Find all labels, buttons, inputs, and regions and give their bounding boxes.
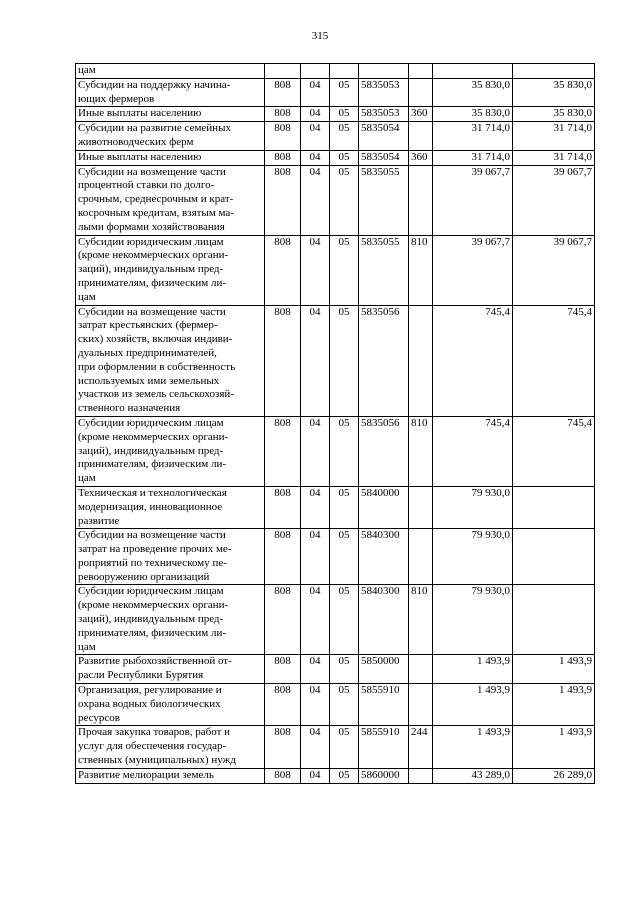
table-row (76, 585, 595, 655)
row-name-cell: Субсидии на поддержку начина- ющих фермеров (76, 78, 265, 107)
expense-type-cell (409, 78, 433, 107)
expense-type-cell (409, 684, 433, 726)
subsection-code-cell (330, 64, 359, 79)
row-name-cell: Развитие рыбохозяйственной от- расли Республики Бурятия (76, 655, 265, 684)
expense-type-cell: 360 (409, 150, 433, 165)
amount-cell-1: 39 067,7 (433, 165, 513, 235)
row-name-cell: Иные выплаты населению (76, 150, 265, 165)
expense-type-cell (409, 655, 433, 684)
row-name-cell: Прочая закупка товаров, работ и услуг для обеспечения государ- ственных (муниципальных) нужд (76, 726, 265, 768)
subsection-code-cell: 05 (330, 235, 359, 305)
subsection-code-cell: 05 (330, 305, 359, 416)
expense-type-cell (409, 64, 433, 79)
table-row (76, 64, 595, 79)
table-row (76, 726, 595, 768)
expense-type-cell (409, 529, 433, 585)
amount-cell-2: 39 067,7 (513, 235, 595, 305)
row-name-cell: Организация, регулирование и охрана водных биологических ресурсов (76, 684, 265, 726)
section-code-cell: 04 (301, 78, 330, 107)
row-name-cell: Субсидии юридическим лицам (кроме некоммерческих органи- заций), индивидуальным пред- принимателям, физическим ли- цам (76, 585, 265, 655)
amount-cell-1: 79 930,0 (433, 529, 513, 585)
amount-cell-2: 1 493,9 (513, 655, 595, 684)
table-row (76, 235, 595, 305)
target-article-cell: 5855910 (359, 684, 409, 726)
ministry-code-cell: 808 (265, 416, 301, 486)
target-article-cell: 5835056 (359, 416, 409, 486)
row-name-cell: Субсидии юридическим лицам (кроме некоммерческих органи- заций), индивидуальным пред- принимателям, физическим ли- цам (76, 416, 265, 486)
subsection-code-cell: 05 (330, 655, 359, 684)
table-row (76, 122, 595, 151)
amount-cell-1: 43 289,0 (433, 768, 513, 783)
target-article-cell: 5835054 (359, 122, 409, 151)
amount-cell-2: 1 493,9 (513, 684, 595, 726)
section-code-cell: 04 (301, 165, 330, 235)
row-name-cell: цам (76, 64, 265, 79)
target-article-cell: 5835055 (359, 235, 409, 305)
amount-cell-1 (433, 64, 513, 79)
amount-cell-1: 79 930,0 (433, 585, 513, 655)
ministry-code-cell: 808 (265, 768, 301, 783)
row-name-cell: Субсидии на возмещение части затрат на проведение прочих ме- роприятий по техническому пе- ревооружению организаций (76, 529, 265, 585)
table-row (76, 165, 595, 235)
target-article-cell: 5835054 (359, 150, 409, 165)
expense-type-cell: 810 (409, 235, 433, 305)
expense-type-cell: 360 (409, 107, 433, 122)
target-article-cell: 5835053 (359, 107, 409, 122)
table-row (76, 486, 595, 528)
amount-cell-1: 35 830,0 (433, 107, 513, 122)
amount-cell-2: 1 493,9 (513, 726, 595, 768)
table-row (76, 655, 595, 684)
target-article-cell: 5840000 (359, 486, 409, 528)
section-code-cell: 04 (301, 726, 330, 768)
section-code-cell: 04 (301, 684, 330, 726)
table-row (76, 78, 595, 107)
expense-type-cell (409, 165, 433, 235)
target-article-cell (359, 64, 409, 79)
subsection-code-cell: 05 (330, 416, 359, 486)
subsection-code-cell: 05 (330, 684, 359, 726)
section-code-cell: 04 (301, 107, 330, 122)
budget-table (75, 63, 595, 784)
amount-cell-1: 31 714,0 (433, 150, 513, 165)
ministry-code-cell: 808 (265, 585, 301, 655)
subsection-code-cell: 05 (330, 107, 359, 122)
ministry-code-cell: 808 (265, 235, 301, 305)
amount-cell-2 (513, 486, 595, 528)
ministry-code-cell: 808 (265, 107, 301, 122)
amount-cell-2: 745,4 (513, 305, 595, 416)
amount-cell-1: 79 930,0 (433, 486, 513, 528)
amount-cell-2 (513, 64, 595, 79)
ministry-code-cell: 808 (265, 655, 301, 684)
table-row (76, 529, 595, 585)
amount-cell-1: 39 067,7 (433, 235, 513, 305)
table-row (76, 684, 595, 726)
table-row (76, 768, 595, 783)
target-article-cell: 5860000 (359, 768, 409, 783)
amount-cell-2: 35 830,0 (513, 78, 595, 107)
expense-type-cell (409, 768, 433, 783)
section-code-cell: 04 (301, 655, 330, 684)
row-name-cell: Субсидии на развитие семейных животноводческих ферм (76, 122, 265, 151)
amount-cell-2: 35 830,0 (513, 107, 595, 122)
amount-cell-2: 39 067,7 (513, 165, 595, 235)
table-row (76, 416, 595, 486)
table-body (76, 64, 595, 784)
table-row (76, 305, 595, 416)
section-code-cell: 04 (301, 529, 330, 585)
row-name-cell: Субсидии на возмещение части затрат крестьянских (фермер- ских) хозяйств, включая индиви- дуальных предпринимателей, при оформлении в собственность используемых ими земельных участков из земель сельскохозяй- ственного назначения (76, 305, 265, 416)
amount-cell-1: 745,4 (433, 305, 513, 416)
ministry-code-cell: 808 (265, 150, 301, 165)
subsection-code-cell: 05 (330, 165, 359, 235)
row-name-cell: Субсидии юридическим лицам (кроме некоммерческих органи- заций), индивидуальным пред- принимателям, физическим ли- цам (76, 235, 265, 305)
section-code-cell: 04 (301, 768, 330, 783)
target-article-cell: 5835055 (359, 165, 409, 235)
section-code-cell: 04 (301, 150, 330, 165)
row-name-cell: Техническая и технологическая модернизация, инновационное развитие (76, 486, 265, 528)
subsection-code-cell: 05 (330, 150, 359, 165)
subsection-code-cell: 05 (330, 122, 359, 151)
amount-cell-1: 745,4 (433, 416, 513, 486)
ministry-code-cell: 808 (265, 684, 301, 726)
subsection-code-cell: 05 (330, 585, 359, 655)
section-code-cell: 04 (301, 235, 330, 305)
target-article-cell: 5850000 (359, 655, 409, 684)
page-number: 315 (311, 30, 329, 42)
amount-cell-2 (513, 529, 595, 585)
target-article-cell: 5835056 (359, 305, 409, 416)
section-code-cell: 04 (301, 585, 330, 655)
amount-cell-1: 35 830,0 (433, 78, 513, 107)
expense-type-cell: 244 (409, 726, 433, 768)
amount-cell-2 (513, 585, 595, 655)
amount-cell-1: 1 493,9 (433, 726, 513, 768)
table-row (76, 107, 595, 122)
ministry-code-cell: 808 (265, 726, 301, 768)
target-article-cell: 5840300 (359, 529, 409, 585)
row-name-cell: Иные выплаты населению (76, 107, 265, 122)
ministry-code-cell: 808 (265, 305, 301, 416)
expense-type-cell (409, 305, 433, 416)
amount-cell-1: 1 493,9 (433, 655, 513, 684)
expense-type-cell (409, 486, 433, 528)
ministry-code-cell: 808 (265, 486, 301, 528)
amount-cell-2: 31 714,0 (513, 150, 595, 165)
amount-cell-2: 31 714,0 (513, 122, 595, 151)
section-code-cell (301, 64, 330, 79)
section-code-cell: 04 (301, 122, 330, 151)
ministry-code-cell: 808 (265, 122, 301, 151)
section-code-cell: 04 (301, 416, 330, 486)
expense-type-cell (409, 122, 433, 151)
amount-cell-1: 1 493,9 (433, 684, 513, 726)
target-article-cell: 5855910 (359, 726, 409, 768)
row-name-cell: Субсидии на возмещение части процентной ставки по долго- срочным, среднесрочным и крат- косрочным кредитам, взятым ма- лыми формами хозяйствования (76, 165, 265, 235)
ministry-code-cell: 808 (265, 165, 301, 235)
section-code-cell: 04 (301, 305, 330, 416)
expense-type-cell: 810 (409, 585, 433, 655)
subsection-code-cell: 05 (330, 78, 359, 107)
subsection-code-cell: 05 (330, 726, 359, 768)
section-code-cell: 04 (301, 486, 330, 528)
ministry-code-cell: 808 (265, 529, 301, 585)
subsection-code-cell: 05 (330, 529, 359, 585)
target-article-cell: 5835053 (359, 78, 409, 107)
target-article-cell: 5840300 (359, 585, 409, 655)
expense-type-cell: 810 (409, 416, 433, 486)
amount-cell-1: 31 714,0 (433, 122, 513, 151)
subsection-code-cell: 05 (330, 768, 359, 783)
subsection-code-cell: 05 (330, 486, 359, 528)
ministry-code-cell: 808 (265, 78, 301, 107)
amount-cell-2: 26 289,0 (513, 768, 595, 783)
amount-cell-2: 745,4 (513, 416, 595, 486)
row-name-cell: Развитие мелиорации земель (76, 768, 265, 783)
ministry-code-cell (265, 64, 301, 79)
table-row (76, 150, 595, 165)
